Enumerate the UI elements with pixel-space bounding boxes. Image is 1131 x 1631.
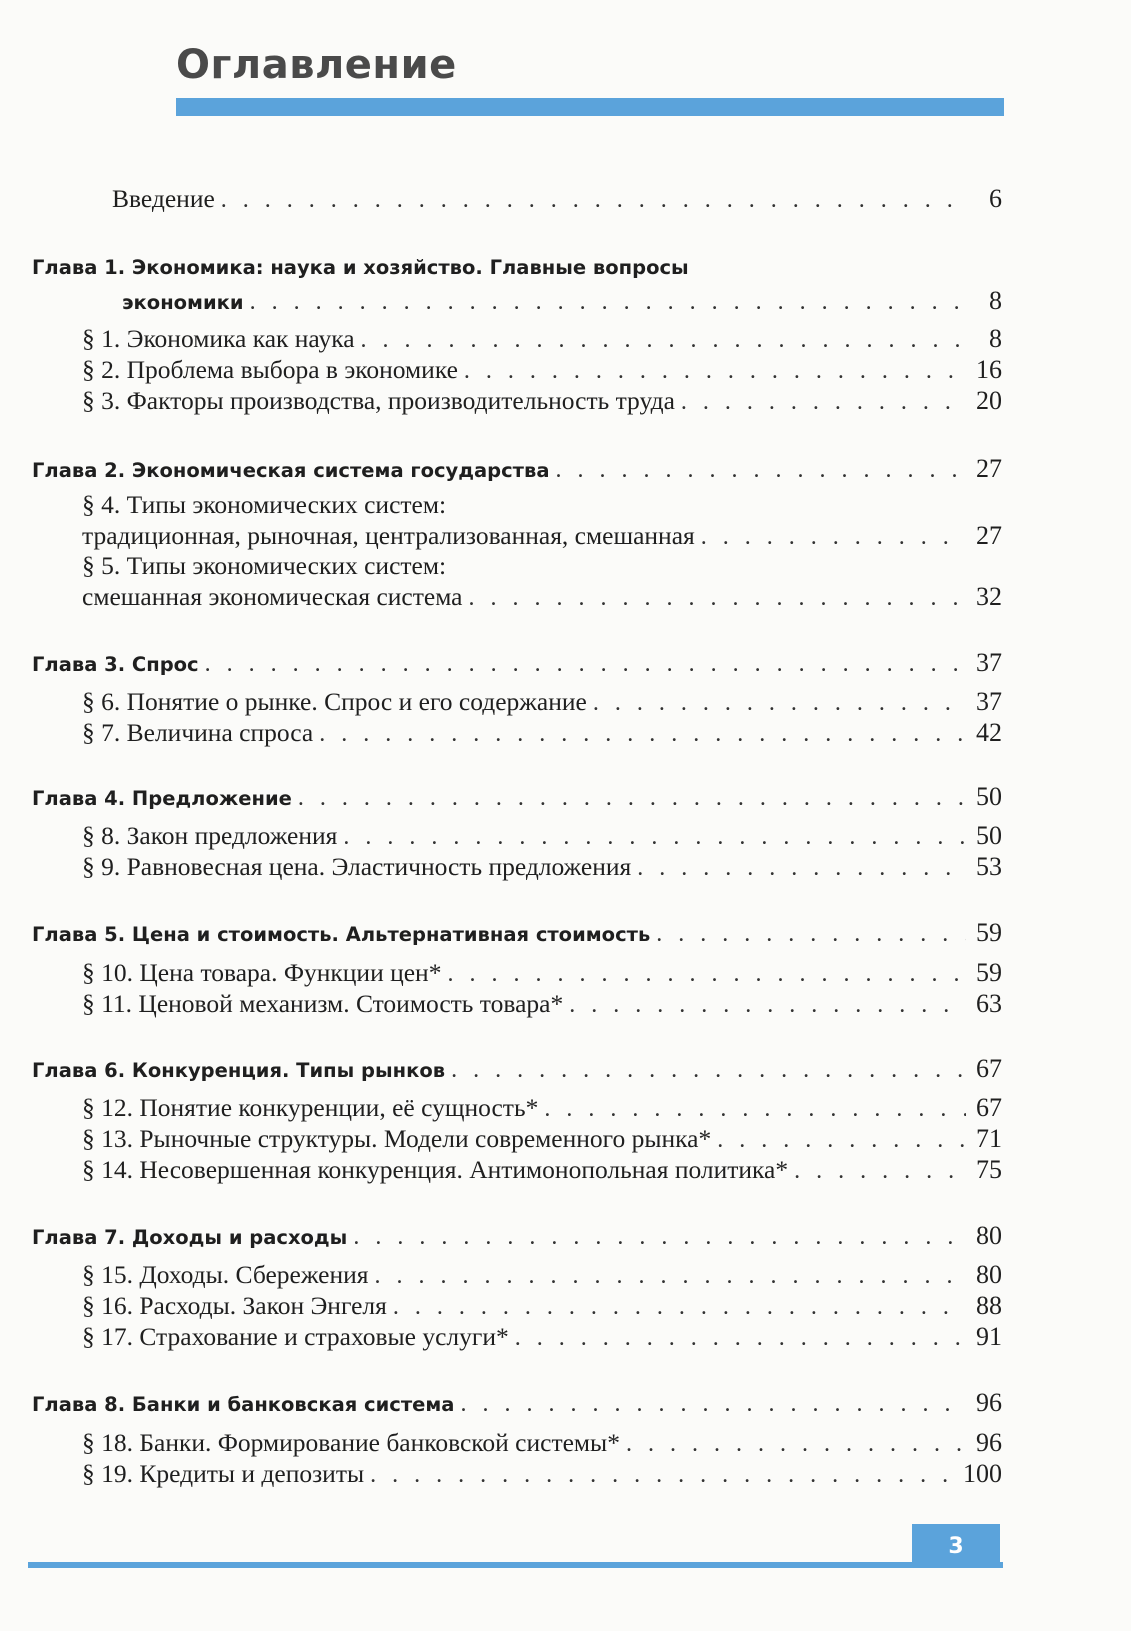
leader-dots <box>464 358 966 385</box>
toc-page-number: 71 <box>976 1124 1002 1153</box>
leader-dots <box>205 651 966 678</box>
toc-entry-p13[interactable] <box>82 1124 1002 1158</box>
toc-entry-label: Глава 8. Банки и банковская система <box>32 1393 455 1416</box>
toc-entry-p6[interactable] <box>82 687 1002 721</box>
toc-entry-label: Глава 7. Доходы и расходы <box>32 1226 348 1249</box>
toc-entry-label: § 13. Рыночные структуры. Модели современного рынка* <box>82 1124 712 1153</box>
toc-page-number: 50 <box>976 782 1002 811</box>
leader-dots <box>794 1158 966 1185</box>
leader-dots <box>569 992 966 1019</box>
toc-entry-label: Глава 5. Цена и стоимость. Альтернативная стоимость <box>32 923 651 946</box>
toc-page-number: 67 <box>976 1093 1002 1122</box>
toc-entry-label: Введение <box>112 184 215 213</box>
toc-entry-label: § 12. Понятие конкуренции, её сущность* <box>82 1093 539 1122</box>
toc-chapter-6[interactable] <box>32 1054 1002 1088</box>
toc-entry-label: § 14. Несовершенная конкуренция. Антимонопольная политика* <box>82 1155 789 1184</box>
page-number-badge: 3 <box>912 1524 1000 1568</box>
toc-entry-label: традиционная, рыночная, централизованная, смешанная <box>82 521 695 550</box>
toc-entry-label: § 8. Закон предложения <box>82 821 338 850</box>
leader-dots <box>656 921 966 948</box>
toc-entry-label: § 19. Кредиты и депозиты <box>82 1459 365 1488</box>
toc-entry-p3[interactable] <box>82 386 1002 420</box>
leader-dots <box>250 289 966 316</box>
toc-entry-p8[interactable] <box>82 821 1002 855</box>
leader-dots <box>717 1127 966 1154</box>
toc-entry-label: § 3. Факторы производства, производительность труда <box>82 386 675 415</box>
toc-page-number: 6 <box>989 184 1002 213</box>
leader-dots <box>637 855 966 882</box>
leader-dots <box>298 785 966 812</box>
toc-page-number: 59 <box>976 958 1002 987</box>
toc-entry-label: § 18. Банки. Формирование банковской системы* <box>82 1428 620 1457</box>
toc-entry-label: § 16. Расходы. Закон Энгеля <box>82 1291 387 1320</box>
leader-dots <box>555 457 966 484</box>
toc-entry-label: § 15. Доходы. Сбережения <box>82 1260 369 1289</box>
toc-chapter-1[interactable] <box>122 286 1002 320</box>
toc-entry-p18[interactable] <box>82 1428 1002 1462</box>
toc-entry-label: § 10. Цена товара. Функции цен* <box>82 958 442 987</box>
toc-page-number: 16 <box>976 355 1002 384</box>
toc-entry-label: Глава 2. Экономическая система государства <box>32 459 550 482</box>
toc-page-number: 53 <box>976 852 1002 881</box>
leader-dots <box>343 824 966 851</box>
leader-dots <box>221 187 966 214</box>
toc-entry-p12[interactable] <box>82 1093 1002 1127</box>
toc-entry-label: § 2. Проблема выбора в экономике <box>82 355 458 384</box>
leader-dots <box>393 1294 966 1321</box>
toc-page-number: 96 <box>976 1428 1002 1457</box>
toc-chapter-7[interactable] <box>32 1221 1002 1255</box>
toc-page-number: 75 <box>976 1155 1002 1184</box>
toc-entry-p5-line1[interactable]: § 5. Типы экономических систем: <box>82 551 447 580</box>
toc-chapter-1-line1[interactable]: Глава 1. Экономика: наука и хозяйство. Главные вопросы <box>32 256 689 279</box>
toc-page-number: 42 <box>976 718 1002 747</box>
toc-page-number: 50 <box>976 821 1002 850</box>
toc-page-number: 88 <box>976 1291 1002 1320</box>
toc-page-number: 20 <box>976 386 1002 415</box>
toc-entry-label: Глава 6. Конкуренция. Типы рынков <box>32 1059 446 1082</box>
leader-dots <box>515 1325 966 1352</box>
footer-accent-bar <box>28 1562 1003 1568</box>
leader-dots <box>375 1263 966 1290</box>
toc-chapter-3[interactable] <box>32 648 1002 682</box>
toc-entry-label: § 17. Страхование и страховые услуги* <box>82 1322 509 1351</box>
toc-page-number: 59 <box>976 918 1002 947</box>
toc-entry-p15[interactable] <box>82 1260 1002 1294</box>
leader-dots <box>447 961 966 988</box>
toc-entry-p10[interactable] <box>82 958 1002 992</box>
toc-entry-p1[interactable] <box>82 324 1002 358</box>
toc-chapter-8[interactable] <box>32 1388 1002 1422</box>
toc-entry-label: § 1. Экономика как наука <box>82 324 355 353</box>
toc-entry-label: экономики <box>122 291 244 314</box>
toc-chapter-4[interactable] <box>32 782 1002 816</box>
toc-page-number: 27 <box>976 454 1002 483</box>
toc-entry-p7[interactable] <box>82 718 1002 752</box>
toc-page-number: 8 <box>989 286 1002 315</box>
toc-entry-label: § 6. Понятие о рынке. Спрос и его содержание <box>82 687 587 716</box>
toc-page-number: 27 <box>976 521 1002 550</box>
page-title: Оглавление <box>176 42 457 88</box>
leader-dots <box>544 1096 966 1123</box>
toc-page-number: 37 <box>976 687 1002 716</box>
toc-entry-intro[interactable] <box>112 184 1002 218</box>
leader-dots <box>701 524 966 551</box>
toc-chapter-2[interactable] <box>32 454 1002 488</box>
toc-chapter-5[interactable] <box>32 918 1002 952</box>
leader-dots <box>353 1224 966 1251</box>
leader-dots <box>451 1057 966 1084</box>
toc-page-number: 96 <box>976 1388 1002 1417</box>
leader-dots <box>626 1431 966 1458</box>
toc-page-number: 8 <box>989 324 1002 353</box>
toc-entry-label: § 9. Равновесная цена. Эластичность предложения <box>82 852 632 881</box>
toc-entry-p4-line1[interactable]: § 4. Типы экономических систем: <box>82 490 447 519</box>
toc-entry-p2[interactable] <box>82 355 1002 389</box>
toc-page-number: 32 <box>976 582 1002 611</box>
toc-page-number: 80 <box>976 1221 1002 1250</box>
leader-dots <box>681 389 966 416</box>
toc-entry-label: Глава 3. Спрос <box>32 653 199 676</box>
toc-page-number: 91 <box>976 1322 1002 1351</box>
leader-dots <box>468 585 966 612</box>
toc-page-number: 37 <box>976 648 1002 677</box>
toc-entry-p5[interactable] <box>82 582 1002 616</box>
toc-entry-p19[interactable] <box>82 1459 1002 1493</box>
toc-page-number: 67 <box>976 1054 1002 1083</box>
toc-entry-p14[interactable] <box>82 1155 1002 1189</box>
toc-entry-p16[interactable] <box>82 1291 1002 1325</box>
leader-dots <box>593 690 966 717</box>
toc-entry-label: § 7. Величина спроса <box>82 718 314 747</box>
toc-entry-p9[interactable] <box>82 852 1002 886</box>
leader-dots <box>319 721 966 748</box>
leader-dots <box>460 1391 966 1418</box>
toc-entry-p11[interactable] <box>82 989 1002 1023</box>
toc-page-number: 63 <box>976 989 1002 1018</box>
toc-entry-p17[interactable] <box>82 1322 1002 1356</box>
toc-page-number: 100 <box>963 1459 1002 1488</box>
leader-dots <box>361 327 966 354</box>
toc-entry-label: § 11. Ценовой механизм. Стоимость товара* <box>82 989 564 1018</box>
leader-dots <box>370 1462 957 1489</box>
toc-page-number: 80 <box>976 1260 1002 1289</box>
toc-entry-label: Глава 4. Предложение <box>32 787 292 810</box>
toc-entry-p4[interactable] <box>82 521 1002 555</box>
toc-entry-label: смешанная экономическая система <box>82 582 463 611</box>
